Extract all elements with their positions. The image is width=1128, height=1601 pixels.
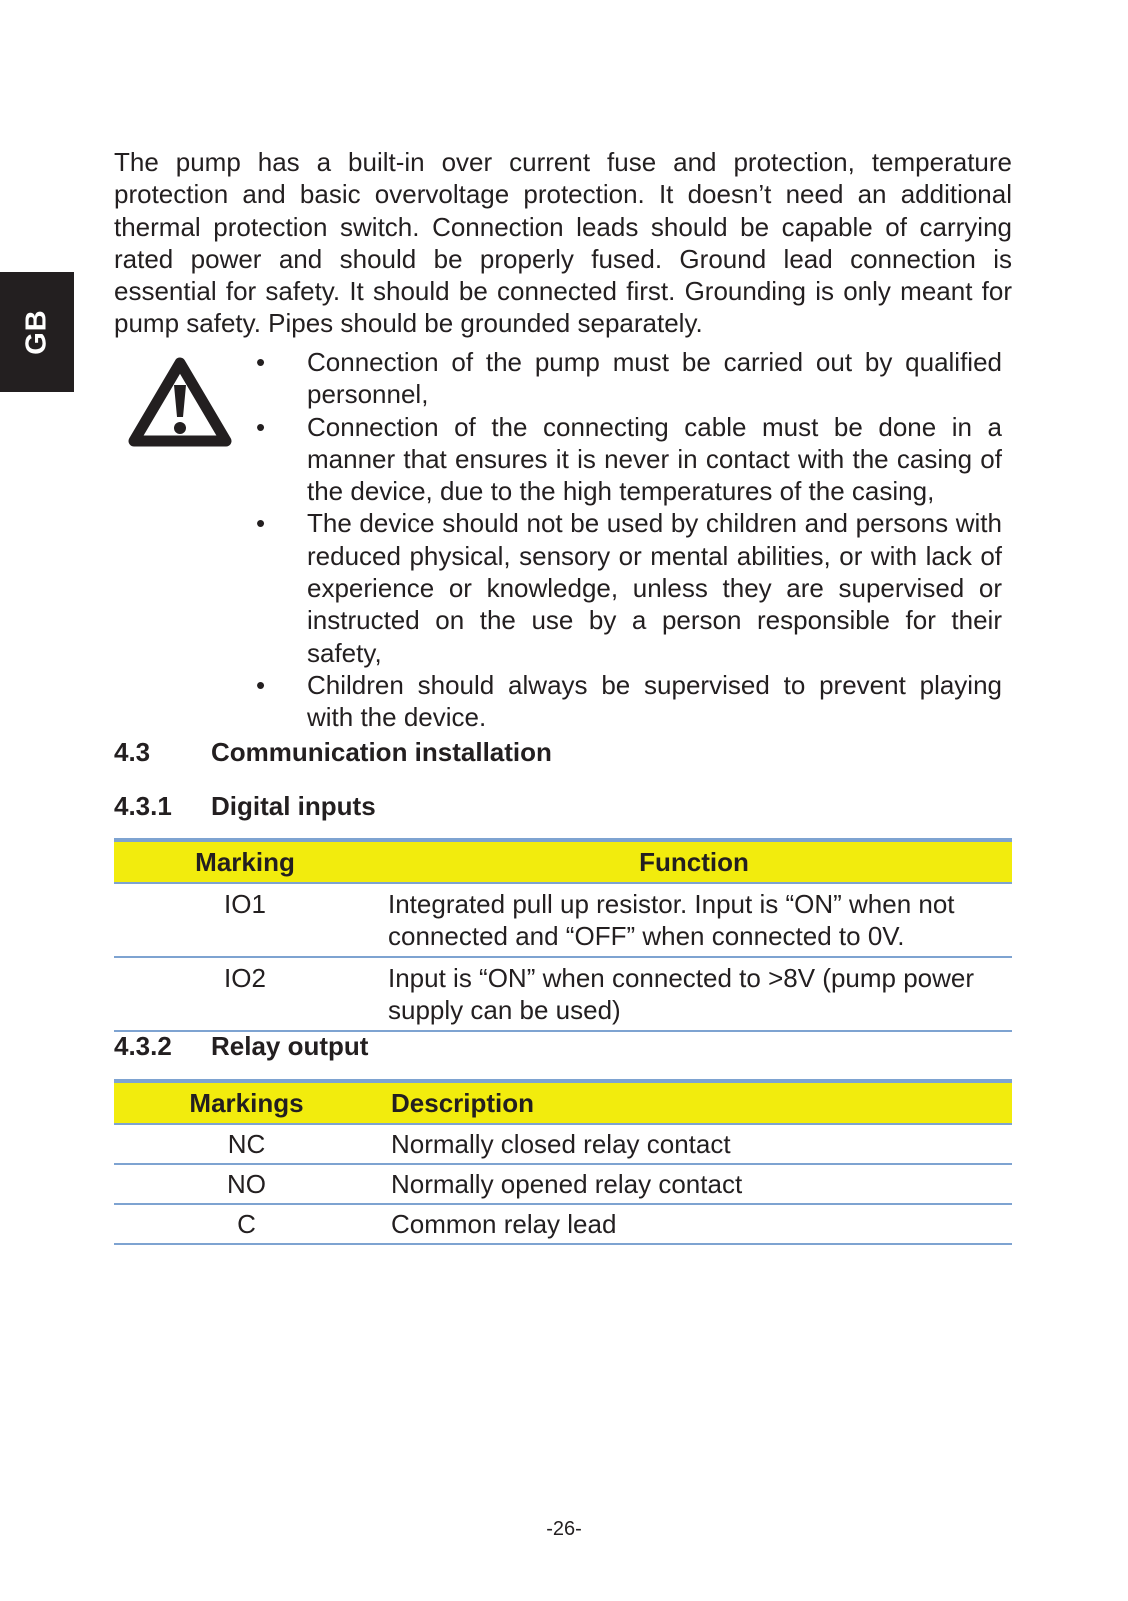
table-row — [114, 1204, 1012, 1244]
description-cell: Common relay lead — [379, 1204, 1012, 1244]
function-cell: Integrated pull up resistor. Input is “ON” when not connected and “OFF” when connected to 0V. — [376, 883, 1012, 957]
section-number: 4.3.1 — [114, 791, 172, 821]
column-header-description: Description — [379, 1081, 1012, 1124]
section-number: 4.3.2 — [114, 1031, 172, 1061]
column-header-function: Function — [376, 840, 1012, 883]
marking-cell: IO1 — [114, 883, 376, 957]
marking-cell: NC — [114, 1124, 379, 1164]
warning-item — [256, 411, 1002, 508]
function-cell: Input is “ON” when connected to >8V (pump power supply can be used) — [376, 957, 1012, 1031]
warning-item — [256, 507, 1002, 668]
warning-list — [256, 346, 1002, 734]
section-heading-digital-inputs — [114, 791, 376, 821]
section-number: 4.3 — [114, 737, 151, 767]
table-row — [114, 957, 1012, 1031]
page-number: -26- — [546, 1518, 582, 1540]
warning-item — [256, 346, 1002, 411]
warning-item-text: The device should not be used by children and persons with reduced physical, sensory or mental abilities, or with lack of experience or knowledge, unless they are supervised or instructed on the use by a person responsible for their safety, — [307, 508, 1002, 668]
language-tab-label: GB — [20, 309, 53, 355]
section-title: Digital inputs — [211, 791, 376, 821]
marking-cell: C — [114, 1204, 379, 1244]
description-cell: Normally opened relay contact — [379, 1164, 1012, 1204]
section-heading-relay-output — [114, 1031, 368, 1061]
relay-output-table — [114, 1079, 1012, 1245]
warning-item-text: Children should always be supervised to prevent playing with the device. — [307, 669, 1002, 733]
marking-cell: NO — [114, 1164, 379, 1204]
table-header-row — [114, 840, 1012, 883]
warning-item-text: Connection of the connecting cable must be done in a manner that ensures it is never in contact with the casing of the device, due to the high temperatures of the casing, — [307, 411, 1002, 507]
column-header-markings: Markings — [114, 1081, 379, 1124]
table-row — [114, 883, 1012, 957]
table-row — [114, 1124, 1012, 1164]
intro-paragraph: The pump has a built-in over current fuse and protection, temperature protection and basic overvoltage protection. It doesn’t need an additional thermal protection switch. Connection leads should be capable of carrying rated power and should be properly fused. Ground lead connection is essential for safety. It should be connected first. Grounding is only meant for pump safety. Pipes should be grounded separately. — [114, 147, 1012, 339]
section-title: Relay output — [211, 1031, 369, 1061]
section-title: Communication installation — [211, 737, 552, 767]
column-header-marking: Marking — [114, 840, 376, 883]
section-heading-communication — [114, 737, 552, 767]
description-cell: Normally closed relay contact — [379, 1124, 1012, 1164]
digital-inputs-table — [114, 838, 1012, 1032]
bullet-glyph: • — [256, 347, 266, 377]
language-tab — [0, 272, 74, 392]
marking-cell: IO2 — [114, 957, 376, 1031]
warning-item — [256, 669, 1002, 734]
table-header-row — [114, 1081, 1012, 1124]
table-row — [114, 1164, 1012, 1204]
warning-item-text: Connection of the pump must be carried out by qualified personnel, — [307, 347, 1002, 410]
bullet-glyph: • — [256, 508, 266, 539]
bullet-glyph: • — [256, 411, 266, 442]
bullet-glyph: • — [256, 669, 266, 700]
warning-triangle-icon — [126, 355, 234, 451]
